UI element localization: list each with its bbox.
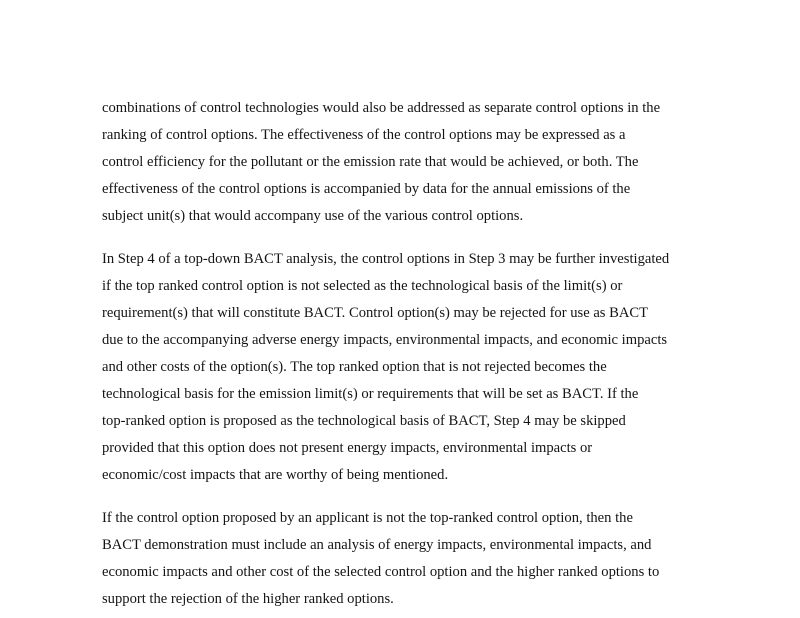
text-line: economic impacts and other cost of the selected control option and the higher ranked options to — [102, 564, 660, 580]
text-line: In Step 4 of a top-down BACT analysis, the control options in Step 3 may be further investigated — [102, 251, 670, 267]
text-line: economic/cost impacts that are worthy of being mentioned. — [102, 467, 449, 483]
paragraph-bact-demonstration — [102, 505, 722, 613]
text-line: support the rejection of the higher ranked options. — [102, 591, 394, 607]
text-line: subject unit(s) that would accompany use of the various control options. — [102, 208, 524, 224]
text-line: if the top ranked control option is not selected as the technological basis of the limit(s) or — [102, 278, 623, 294]
text-line: provided that this option does not present energy impacts, environmental impacts or — [102, 440, 593, 456]
text-line: and other costs of the option(s). The top ranked option that is not rejected becomes the — [102, 359, 607, 375]
text-line: BACT demonstration must include an analysis of energy impacts, environmental impacts, and — [102, 537, 652, 553]
paragraph-control-options — [102, 95, 722, 230]
text-line: requirement(s) that will constitute BACT. Control option(s) may be rejected for use as BACT — [102, 305, 649, 321]
text-line: due to the accompanying adverse energy impacts, environmental impacts, and economic impacts — [102, 332, 668, 348]
text-line: control efficiency for the pollutant or the emission rate that would be achieved, or both. The — [102, 154, 639, 170]
text-line: ranking of control options. The effectiveness of the control options may be expressed as a — [102, 127, 626, 143]
paragraph-step-4 — [102, 246, 722, 489]
text-line: If the control option proposed by an applicant is not the top-ranked control option, then the — [102, 510, 633, 526]
text-line: technological basis for the emission limit(s) or requirements that will be set as BACT. If the — [102, 386, 639, 402]
text-line: combinations of control technologies would also be addressed as separate control options in the — [102, 100, 661, 116]
text-line: top-ranked option is proposed as the technological basis of BACT, Step 4 may be skipped — [102, 413, 626, 429]
text-line: effectiveness of the control options is accompanied by data for the annual emissions of the — [102, 181, 631, 197]
